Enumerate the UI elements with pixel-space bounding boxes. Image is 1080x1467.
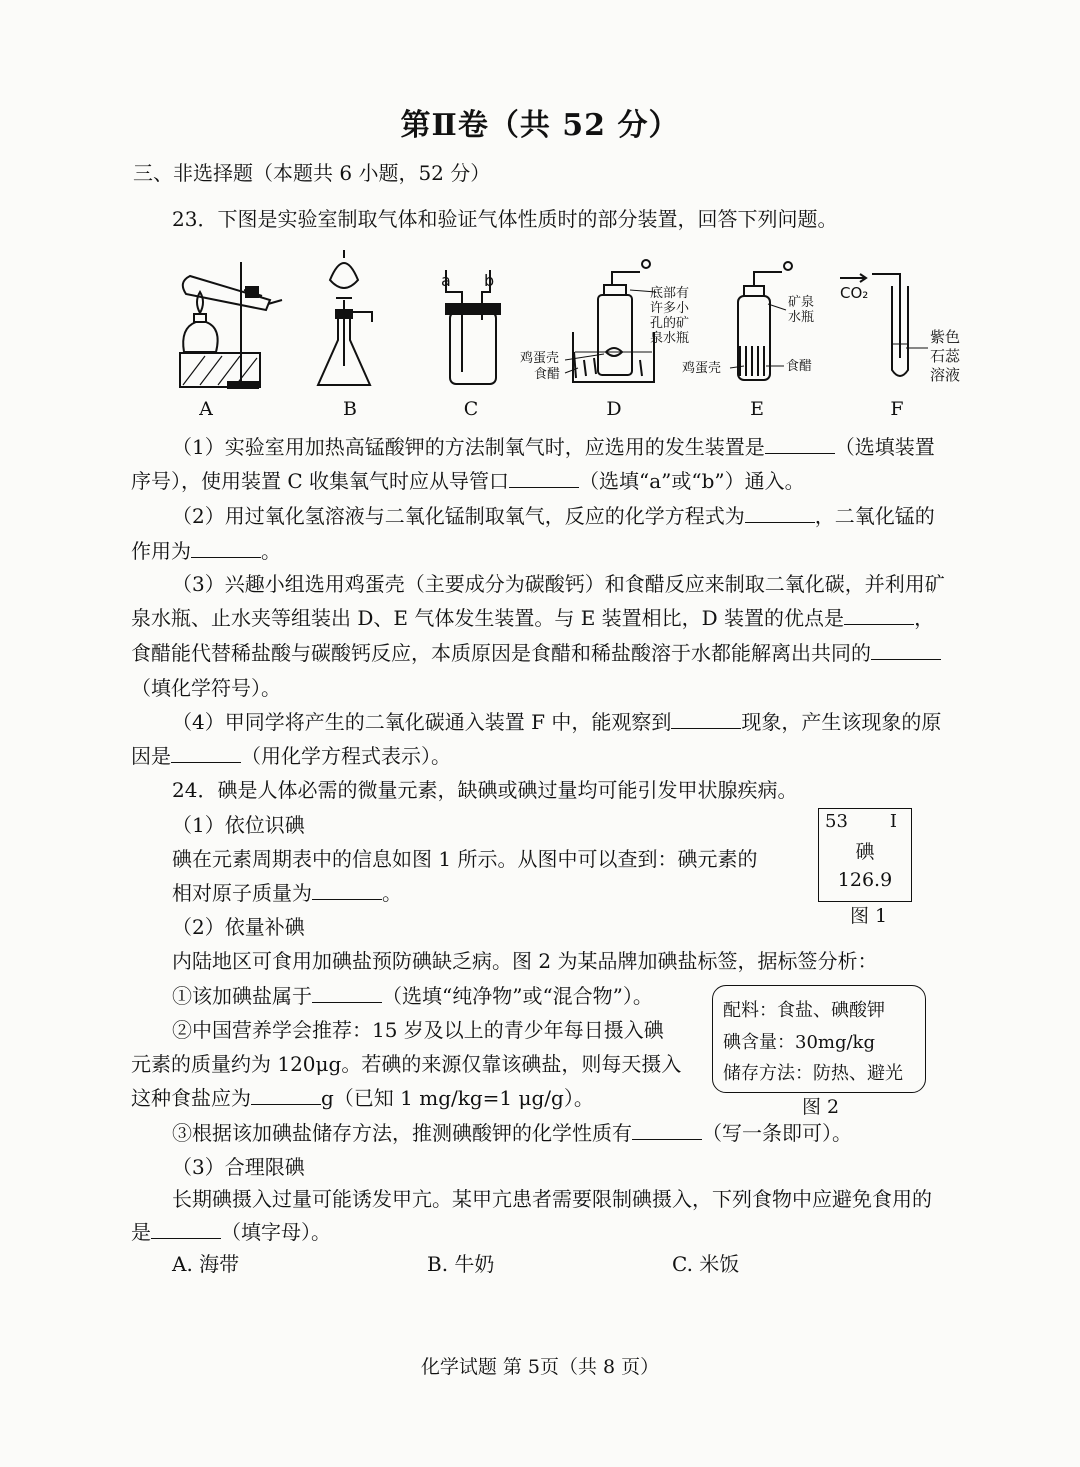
apparatus-label-b: B bbox=[343, 398, 357, 420]
q23-part4-line2 bbox=[131, 743, 451, 769]
section-heading: 三、非选择题（本题共 6 小题，52 分） bbox=[133, 161, 491, 185]
answer-blank[interactable] bbox=[151, 1220, 221, 1239]
d-note-2: 许多小 bbox=[650, 301, 690, 316]
q24-part2-line3: ②中国营养学会推荐：15 岁及以上的青少年每日摄入碘 bbox=[172, 1018, 664, 1042]
q24-part2-line5 bbox=[131, 1085, 594, 1111]
f-gas: CO₂ bbox=[840, 284, 869, 302]
page-footer: 化学试题 第 5页（共 8 页） bbox=[420, 1356, 660, 1378]
q24-part3-line1: 长期碘摄入过量可能诱发甲亢。某甲亢患者需要限制碘摄入，下列食物中应避免食用的 bbox=[172, 1187, 932, 1211]
apparatus-figure bbox=[0, 0, 1080, 430]
q23-stem: 23．下图是实验室制取气体和验证气体性质时的部分装置，回答下列问题。 bbox=[172, 207, 838, 231]
d-note-1: 底部有 bbox=[650, 286, 690, 301]
q24-part2-line6 bbox=[172, 1120, 852, 1146]
q23-part2-line1 bbox=[172, 503, 935, 529]
f-note-3: 溶液 bbox=[930, 366, 961, 384]
c-label-b: b bbox=[484, 271, 495, 290]
text: ， bbox=[914, 606, 935, 630]
d-vinegar: 食醋 bbox=[534, 367, 561, 382]
q24-part1-line2 bbox=[172, 880, 402, 906]
apparatus-label-c: C bbox=[463, 398, 479, 420]
q23-part1-line2 bbox=[131, 468, 805, 494]
answer-blank[interactable] bbox=[745, 504, 815, 523]
text: 因是 bbox=[131, 744, 171, 768]
q24-part2-line4: 元素的质量约为 120μg。若碘的来源仅靠该碘盐，则每天摄入 bbox=[131, 1052, 682, 1076]
answer-blank[interactable] bbox=[509, 469, 579, 488]
answer-blank[interactable] bbox=[671, 710, 741, 729]
d-note-4: 泉水瓶 bbox=[650, 331, 690, 346]
q23-part3-line1: （3）兴趣小组选用鸡蛋壳（主要成分为碳酸钙）和食醋反应来制取二氧化碳，并利用矿 bbox=[172, 572, 945, 596]
atomic-mass: 126.9 bbox=[837, 869, 893, 891]
salt-label-line2: 碘含量：30mg/kg bbox=[723, 1032, 875, 1053]
f-note-1: 紫色 bbox=[930, 328, 961, 346]
text: 是 bbox=[131, 1220, 151, 1244]
text: 序号），使用装置 C 收集氧气时应从导管口 bbox=[131, 469, 510, 493]
answer-blank[interactable] bbox=[844, 606, 914, 625]
option-a: A. 海带 bbox=[172, 1252, 240, 1276]
periodic-table-cell bbox=[818, 808, 912, 902]
answer-blank[interactable] bbox=[632, 1121, 702, 1140]
text: （填字母）。 bbox=[221, 1220, 331, 1244]
text: （4）甲同学将产生的二氧化碳通入装置 F 中，能观察到 bbox=[172, 710, 672, 734]
e-note-2: 水瓶 bbox=[788, 310, 815, 325]
salt-label bbox=[712, 985, 926, 1093]
d-note-3: 孔的矿 bbox=[650, 316, 690, 331]
q24-part2-title: （2）依量补碘 bbox=[172, 915, 305, 939]
q24-stem: 24．碘是人体必需的微量元素，缺碘或碘过量均可能引发甲状腺疾病。 bbox=[172, 778, 798, 802]
q23-part3-line2 bbox=[131, 605, 934, 631]
d-shell: 鸡蛋壳 bbox=[520, 351, 560, 366]
option-b: B. 牛奶 bbox=[427, 1252, 495, 1276]
text: （选填“纯净物”或“混合物”）。 bbox=[382, 984, 653, 1008]
figure-2-caption: 图 2 bbox=[802, 1096, 840, 1118]
answer-blank[interactable] bbox=[171, 744, 241, 763]
atomic-number: 53 bbox=[825, 811, 848, 832]
q24-part3-line2 bbox=[131, 1219, 331, 1245]
q23-part2-line2 bbox=[131, 538, 281, 564]
text: 这种食盐应为 bbox=[131, 1086, 251, 1110]
q24-part2-line1: 内陆地区可食用加碘盐预防碘缺乏病。图 2 为某品牌加碘盐标签，据标签分析： bbox=[172, 949, 878, 973]
e-shell: 鸡蛋壳 bbox=[682, 361, 722, 376]
apparatus-e bbox=[730, 262, 792, 380]
answer-blank[interactable] bbox=[871, 641, 941, 660]
apparatus-label-f: F bbox=[890, 398, 904, 420]
text: g（已知 1 mg/kg=1 μg/g）。 bbox=[321, 1086, 594, 1110]
text: 。 bbox=[261, 539, 281, 563]
text: （用化学方程式表示）。 bbox=[241, 744, 451, 768]
q24-part1-line1: 碘在元素周期表中的信息如图 1 所示。从图中可以查到：碘元素的 bbox=[172, 847, 758, 871]
text: 现象，产生该现象的原 bbox=[741, 710, 942, 734]
q23-part3-line4: （填化学符号）。 bbox=[131, 676, 281, 700]
q24-part1-title: （1）依位识碘 bbox=[172, 813, 305, 837]
text: 泉水瓶、止水夹等组装出 D、E 气体发生装置。与 E 装置相比，D 装置的优点是 bbox=[131, 606, 845, 630]
page-title: 第Ⅱ卷（共 52 分） bbox=[400, 108, 680, 143]
answer-blank[interactable] bbox=[765, 435, 835, 454]
answer-blank[interactable] bbox=[251, 1086, 321, 1105]
element-name: 碘 bbox=[855, 841, 875, 863]
q23-part3-line3 bbox=[131, 640, 941, 666]
apparatus-a bbox=[180, 262, 282, 388]
q24-part2-line2 bbox=[172, 983, 653, 1009]
q23-part1-line1 bbox=[172, 434, 935, 460]
answer-blank[interactable] bbox=[312, 984, 382, 1003]
q24-part3-title: （3）合理限碘 bbox=[172, 1155, 305, 1179]
answer-blank[interactable] bbox=[312, 881, 382, 900]
e-note-1: 矿泉 bbox=[788, 295, 815, 310]
apparatus-label-d: D bbox=[606, 398, 622, 420]
text: ①该加碘盐属于 bbox=[172, 984, 312, 1008]
q23-part4-line1 bbox=[172, 709, 941, 735]
apparatus-b bbox=[318, 250, 372, 385]
element-symbol: I bbox=[889, 811, 897, 832]
text: 食醋能代替稀盐酸与碳酸钙反应，本质原因是食醋和稀盐酸溶于水都能解离出共同的 bbox=[131, 641, 871, 665]
salt-label-line3: 储存方法：防热、避光 bbox=[723, 1063, 903, 1084]
answer-blank[interactable] bbox=[191, 539, 261, 558]
f-note-2: 石蕊 bbox=[930, 347, 961, 365]
text: ，二氧化锰的 bbox=[814, 504, 935, 528]
text: ③根据该加碘盐储存方法，推测碘酸钾的化学性质有 bbox=[172, 1121, 632, 1145]
option-c: C. 米饭 bbox=[672, 1252, 740, 1276]
apparatus-d bbox=[565, 260, 656, 382]
apparatus-label-e: E bbox=[750, 398, 764, 420]
text: 。 bbox=[382, 881, 402, 905]
text: （1）实验室用加热高锰酸钾的方法制氧气时，应选用的发生装置是 bbox=[172, 435, 765, 459]
text: （选填装置 bbox=[834, 435, 935, 459]
apparatus-label-a: A bbox=[199, 398, 213, 420]
text: （2）用过氧化氢溶液与二氧化锰制取氧气，反应的化学方程式为 bbox=[172, 504, 745, 528]
text: （选填“a”或“b”）通入。 bbox=[579, 469, 805, 493]
text: 相对原子质量为 bbox=[172, 881, 312, 905]
text: 作用为 bbox=[131, 539, 191, 563]
text: （写一条即可）。 bbox=[702, 1121, 852, 1145]
e-vinegar: 食醋 bbox=[786, 359, 813, 374]
figure-1-caption: 图 1 bbox=[850, 905, 888, 927]
c-label-a: a bbox=[441, 271, 451, 290]
salt-label-line1: 配料：食盐、碘酸钾 bbox=[723, 1000, 885, 1021]
